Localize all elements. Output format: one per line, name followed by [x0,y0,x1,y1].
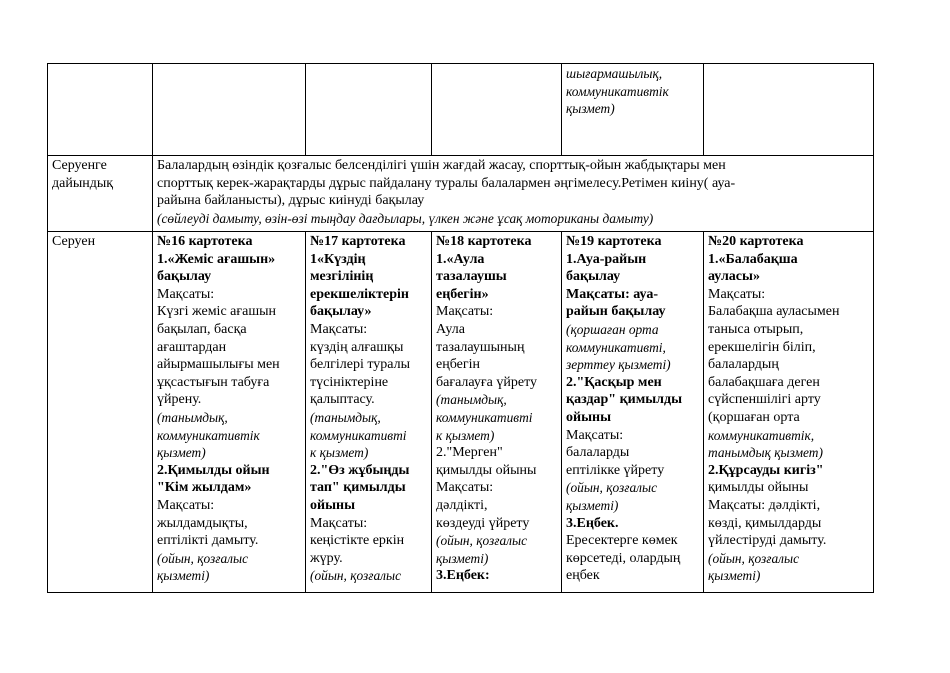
day-cell-1 [153,232,306,593]
cell-line: №18 картотека [436,234,532,249]
cell-line: шығармашылық, [566,66,663,81]
cell-line: Аула [436,321,465,337]
table-cell [432,64,562,156]
cell-line: 2."Мерген" [436,445,503,461]
cell-line: мезгілінің [310,269,374,285]
table-row [48,156,874,232]
cell-line: (танымдық, [157,409,228,425]
cell-line: 2."Қасқыр мен [566,374,662,390]
cell-line: балалардың [708,357,779,373]
cell-line: ептілікке үйрету [566,462,665,478]
table-cell [704,64,874,156]
cell-line: көзді, қимылдарды [708,515,822,531]
cell-line: Мақсаты: [310,515,368,531]
cell-line: ерекшеліктерін [310,286,409,302]
cell-line: ептілікті дамыту. [157,533,259,549]
table-row [48,64,874,156]
cell-line: қалыптасу. [310,392,375,408]
cell-line: көздеуді үйрету [436,515,530,531]
cell-line: таныса отырып, [708,321,804,337]
row-label-cell [48,232,153,593]
cell-line: ерекшелігін біліп, [708,339,816,355]
cell-line: еңбегін» [436,286,489,302]
table-row [48,232,874,593]
cell-line: көрсетеді, олардың [566,550,681,566]
paragraph-line: райына байланысты), дұрыс киінуді бақылау [157,193,425,209]
activity-note: (сөйлеуді дамыту, өзін-өзі тыңдау дағдылары, үлкен және ұсақ моториканы дамыту) [157,210,654,226]
cell-line: 1.«Балабақша [708,251,798,267]
cell-line: (танымдық, [310,409,381,425]
day-cell-2 [306,232,432,593]
cell-line: күздің алғашқы [310,339,404,355]
cell-line: қимылды ойыны [708,480,809,496]
cell-line: бағалауға үйрету [436,374,538,390]
cell-line: к қызмет) [310,445,369,461]
row-label: дайындық [52,175,114,191]
cell-line: бақылап, басқа [157,321,247,337]
cell-line: 1.«Жеміс ағашын» [157,251,276,267]
cell-line: Балабақша ауласымен [708,304,840,320]
cell-line: "Кім жылдам» [157,480,252,496]
table-cell [48,64,153,156]
cell-line: ұқсастығын табуға [157,374,270,390]
table-cell [306,64,432,156]
cell-line: зерттеу қызметі) [566,357,671,373]
cell-line: балабақшаға деген [708,374,820,390]
cell-line: ағаштардан [157,339,227,355]
cell-line: 2.Құрсауды кигіз" [708,462,824,478]
cell-line: танымдық қызмет) [708,445,823,461]
cell-line: тазалаушының [436,339,525,355]
cell-line: 1.«Аула [436,251,485,267]
cell-line: (ойын, қозғалыс [436,533,528,549]
cell-line: ауласы» [708,269,760,285]
cell-line: Мақсаты: [436,480,494,496]
cell-line: коммуникативті [310,427,407,443]
cell-line: ойыны [566,409,611,425]
row-label: Серуен [52,234,96,249]
cell-line: бақылау» [310,304,372,320]
cell-line: Мақсаты: [157,497,215,513]
day-cell-5 [704,232,874,593]
cell-line: қызмет) [157,445,206,461]
walk-prep-text-cell [153,156,874,232]
cell-line: үйрену. [157,392,202,408]
cell-line: еңбек [566,568,600,584]
cell-line: (қоршаған орта [566,321,659,337]
cell-line: бақылау [157,269,212,285]
table-cell [153,64,306,156]
cell-line: Мақсаты: [157,286,215,302]
cell-line: сүйспеншілігі арту [708,392,821,408]
cell-line: (ойын, қозғалыс [566,480,658,496]
paragraph-line: Балалардың өзіндік қозғалыс белсенділігі үшін жағдай жасау, спорттық-ойын жабдықтары мен [157,158,726,173]
cell-line: коммуникативтік [566,83,669,99]
cell-line: к қызмет) [436,427,495,443]
cell-line: Мақсаты: [310,321,368,337]
cell-line: 2."Өз жұбыңды [310,462,410,478]
cell-line: 2.Қимылды ойын [157,462,270,478]
cell-line: (ойын, қозғалыс [708,550,800,566]
cell-line: еңбегін [436,357,480,373]
cell-line: №20 картотека [708,234,804,249]
cell-line: қызмет) [566,101,615,117]
cell-line: қызметі) [708,568,761,584]
cell-line: қызметі) [436,550,489,566]
cell-line: түсініктеріне [310,374,389,390]
cell-line: райын бақылау [566,304,666,320]
cell-line: жылдамдықты, [157,515,248,531]
cell-line: (ойын, қозғалыс [157,550,249,566]
cell-line: коммуникативтік [157,427,260,443]
cell-line: (қоршаған орта [708,409,800,425]
cell-line: №19 картотека [566,234,662,249]
day-cell-4 [562,232,704,593]
cell-line: белгілері туралы [310,357,411,373]
cell-line: коммуникативті [436,409,533,425]
row-label-cell [48,156,153,232]
cell-line: 1.Ауа-райын [566,251,647,267]
cell-line: дәлдікті, [436,497,488,513]
cell-line: (танымдық, [436,392,507,408]
cell-line: айырмашылығы мен [157,357,280,373]
table-cell [562,64,704,156]
cell-line: жүру. [310,550,343,566]
cell-line: 3.Еңбек. [566,515,619,531]
cell-line: 1«Күздің [310,251,366,267]
cell-line: балаларды [566,445,630,461]
cell-line: Мақсаты: ауа- [566,286,659,302]
cell-line: үйлестіруді дамыту. [708,533,827,549]
cell-line: қимылды ойыны [436,462,537,478]
cell-line: Ересектерге көмек [566,533,678,549]
cell-line: №16 картотека [157,234,253,249]
cell-line: Мақсаты: [708,286,766,302]
cell-line: коммуникативтік, [708,427,815,443]
cell-line: ойыны [310,497,355,513]
cell-line: тап" қимылды [310,480,406,496]
row-label: Серуенге [52,158,107,173]
schedule-table [47,63,874,593]
cell-line: Күзгі жеміс ағашын [157,304,277,320]
cell-line: тазалаушы [436,269,507,285]
cell-line: кеңістікте еркін [310,533,405,549]
cell-line: қызметі) [157,568,210,584]
cell-line: №17 картотека [310,234,406,249]
cell-line: Мақсаты: [436,304,494,320]
cell-line: 3.Еңбек: [436,568,490,584]
cell-line: қызметі) [566,497,619,513]
cell-line: Мақсаты: [566,427,624,443]
day-cell-3 [432,232,562,593]
cell-line: бақылау [566,269,621,285]
cell-line: қаздар" қимылды [566,392,683,408]
cell-line: Мақсаты: дәлдікті, [708,497,821,513]
paragraph-line: спорттық керек-жарақтарды дұрыс пайдалану туралы балалармен әңгімелесу.Ретімен киіну( ауа- [157,175,736,191]
cell-line: коммуникативті, [566,339,666,355]
cell-line: (ойын, қозғалыс [310,568,402,584]
